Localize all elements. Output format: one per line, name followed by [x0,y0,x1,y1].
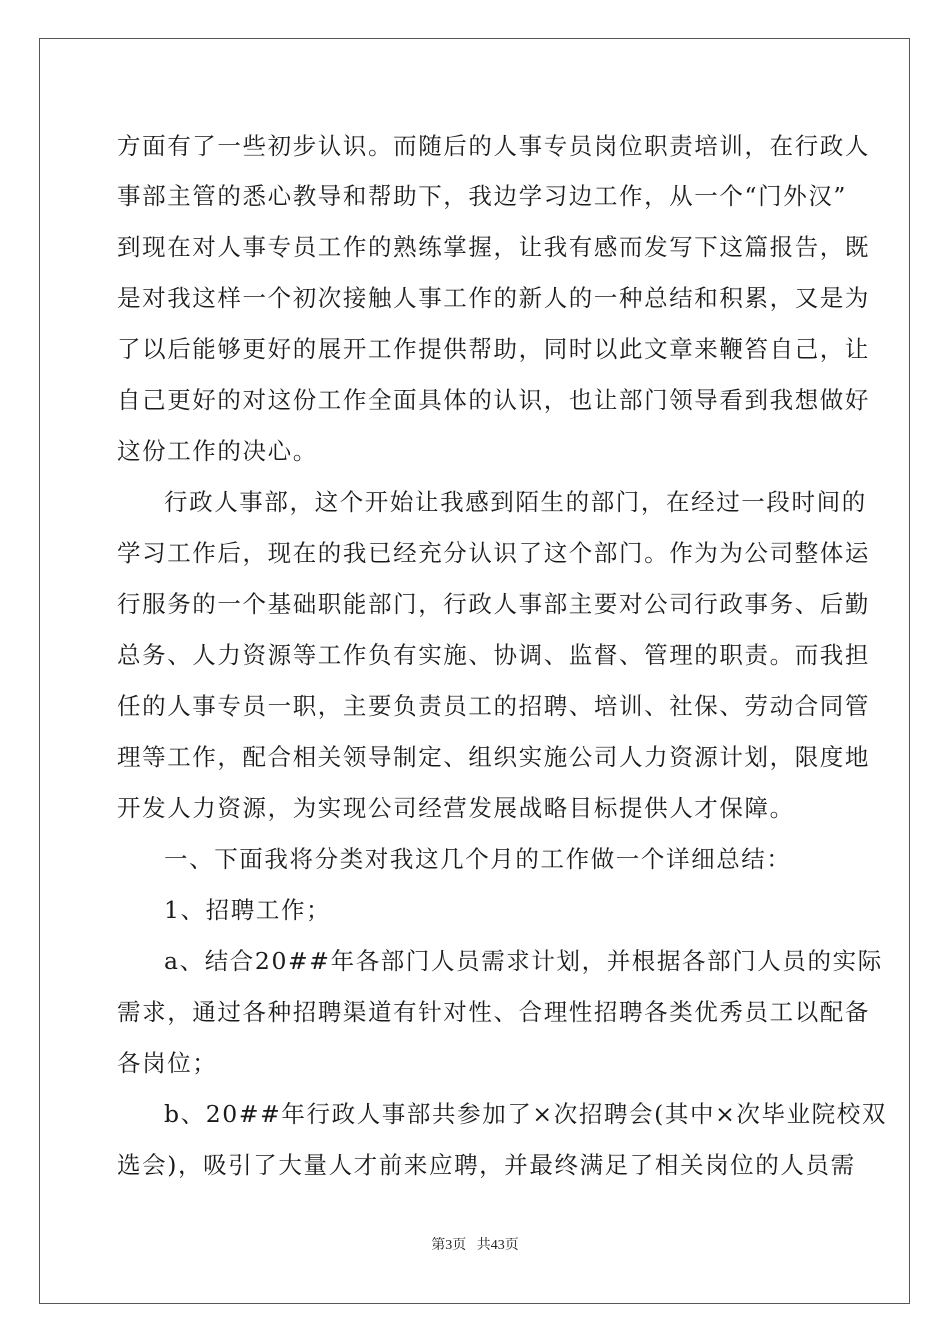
text-line: 行政人事部，这个开始让我感到陌生的部门，在经过一段时间的 [164,488,867,516]
text-line: a、结合20##年各部门人员需求计划，并根据各部门人员的实际 [164,947,883,975]
total-pages: 共43页 [476,1238,519,1253]
text-line: 了以后能够更好的展开工作提供帮助，同时以此文章来鞭笞自己，让 [117,335,870,363]
text-line: 开发人力资源，为实现公司经营发展战略目标提供人才保障。 [117,794,795,822]
text-line: b、20##年行政人事部共参加了×次招聘会(其中×次毕业院校双 [164,1100,887,1128]
text-line: 是对我这样一个初次接触人事工作的新人的一种总结和积累，又是为 [117,284,870,312]
text-line: 到现在对人事专员工作的熟练掌握，让我有感而发写下这篇报告，既 [117,233,870,261]
text-line: 各岗位； [117,1049,218,1077]
text-line: 需求，通过各种招聘渠道有针对性、合理性招聘各类优秀员工以配备 [117,998,870,1026]
text-line: 1、招聘工作； [164,896,332,924]
page-footer [0,1236,950,1256]
text-line: 行服务的一个基础职能部门，行政人事部主要对公司行政事务、后勤 [117,590,870,618]
page-number: 第3页 [431,1238,467,1253]
text-line: 任的人事专员一职，主要负责员工的招聘、培训、社保、劳动合同管 [117,692,870,720]
text-line: 自己更好的对这份工作全面具体的认识，也让部门领导看到我想做好 [117,386,870,414]
text-line: 选会)，吸引了大量人才前来应聘，并最终满足了相关岗位的人员需 [117,1151,856,1179]
text-line: 这份工作的决心。 [117,437,318,465]
text-line: 一、下面我将分类对我这几个月的工作做一个详细总结： [164,845,792,873]
text-line: 理等工作，配合相关领导制定、组织实施公司人力资源计划，限度地 [117,743,870,771]
text-line: 事部主管的悉心教导和帮助下，我边学习边工作，从一个“门外汉” [117,182,848,210]
text-line: 方面有了一些初步认识。而随后的人事专员岗位职责培训，在行政人 [117,132,870,160]
text-line: 学习工作后，现在的我已经充分认识了这个部门。作为为公司整体运 [117,539,870,567]
text-line: 总务、人力资源等工作负有实施、协调、监督、管理的职责。而我担 [117,641,870,669]
